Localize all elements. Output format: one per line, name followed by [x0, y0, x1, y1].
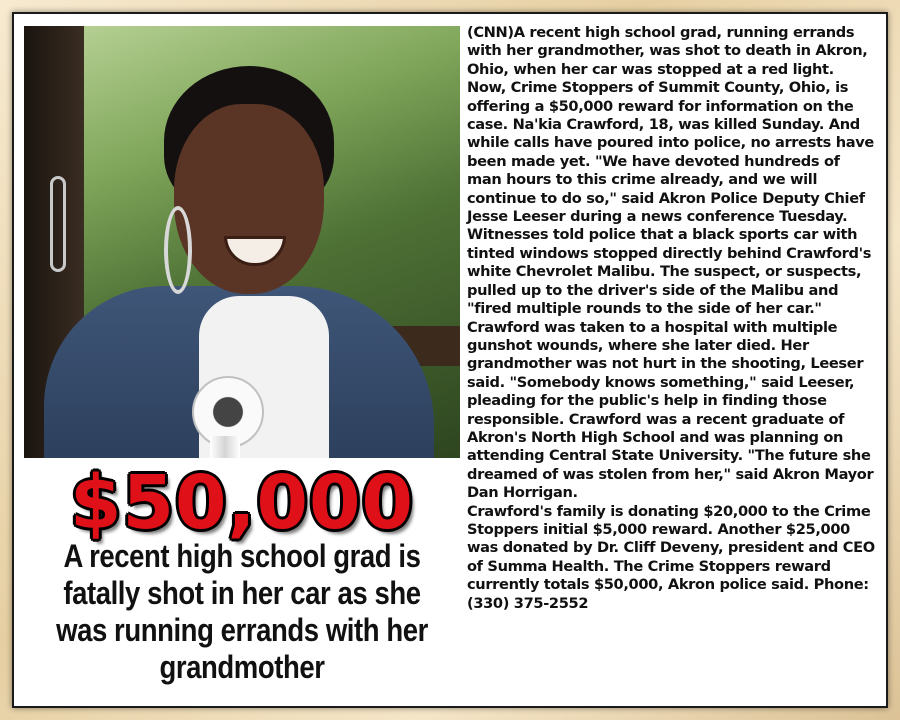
photo-door-handle: [50, 176, 66, 272]
photo-rosette-ribbon: [210, 436, 240, 458]
headline: A recent high school grad is fatally shot in her car as she was running errands with her grandmother: [56, 538, 428, 685]
article-paragraph: (CNN)A recent high school grad, running errands with her grandmother, was shot to death in Akron, Ohio, when her car was stopped at a red light. Now, Crime Stoppers of Summit County, Ohio, is offering a $50,000 reward for information on the case. Na'kia Crawford, 18, was killed Sunday. And while calls have poured into police, no arrests have been made yet. "We have devoted hundreds of man hours to this crime already, and we will continue to do so," said Akron Police Deputy Chief Jesse Leeser during a news conference Tuesday. Witnesses told police that a black sports car with tinted windows stopped directly behind Crawford's white Chevrolet Malibu. The suspect, or suspects, pulled up to the driver's side of the Malibu and "fired multiple rounds to the side of her car." Crawford was taken to a hospital with multiple gunshot wounds, where she later died. Her grandmother was not hurt in the shooting, Leeser said. "Somebody knows something," said Leeser, pleading for the public's help in finding those responsible. Crawford was a recent graduate of Akron's North High School and was planning on attending Central State University. "The future she dreamed of was stolen from her," said Akron Mayor Dan Horrigan.: [467, 24, 874, 502]
reward-amount: $50,000: [69, 460, 415, 546]
article-body: [467, 24, 877, 704]
photo-earring: [164, 206, 192, 294]
victim-photo: [24, 26, 460, 458]
article-paragraph: Crawford's family is donating $20,000 to the Crime Stoppers initial $5,000 reward. Another $25,000 was donated by Dr. Cliff Deveny, president and CEO of Summa Health. The Crime Stoppers reward currently totals $50,000, Akron police said. Phone: (330) 375-2552: [467, 502, 875, 612]
